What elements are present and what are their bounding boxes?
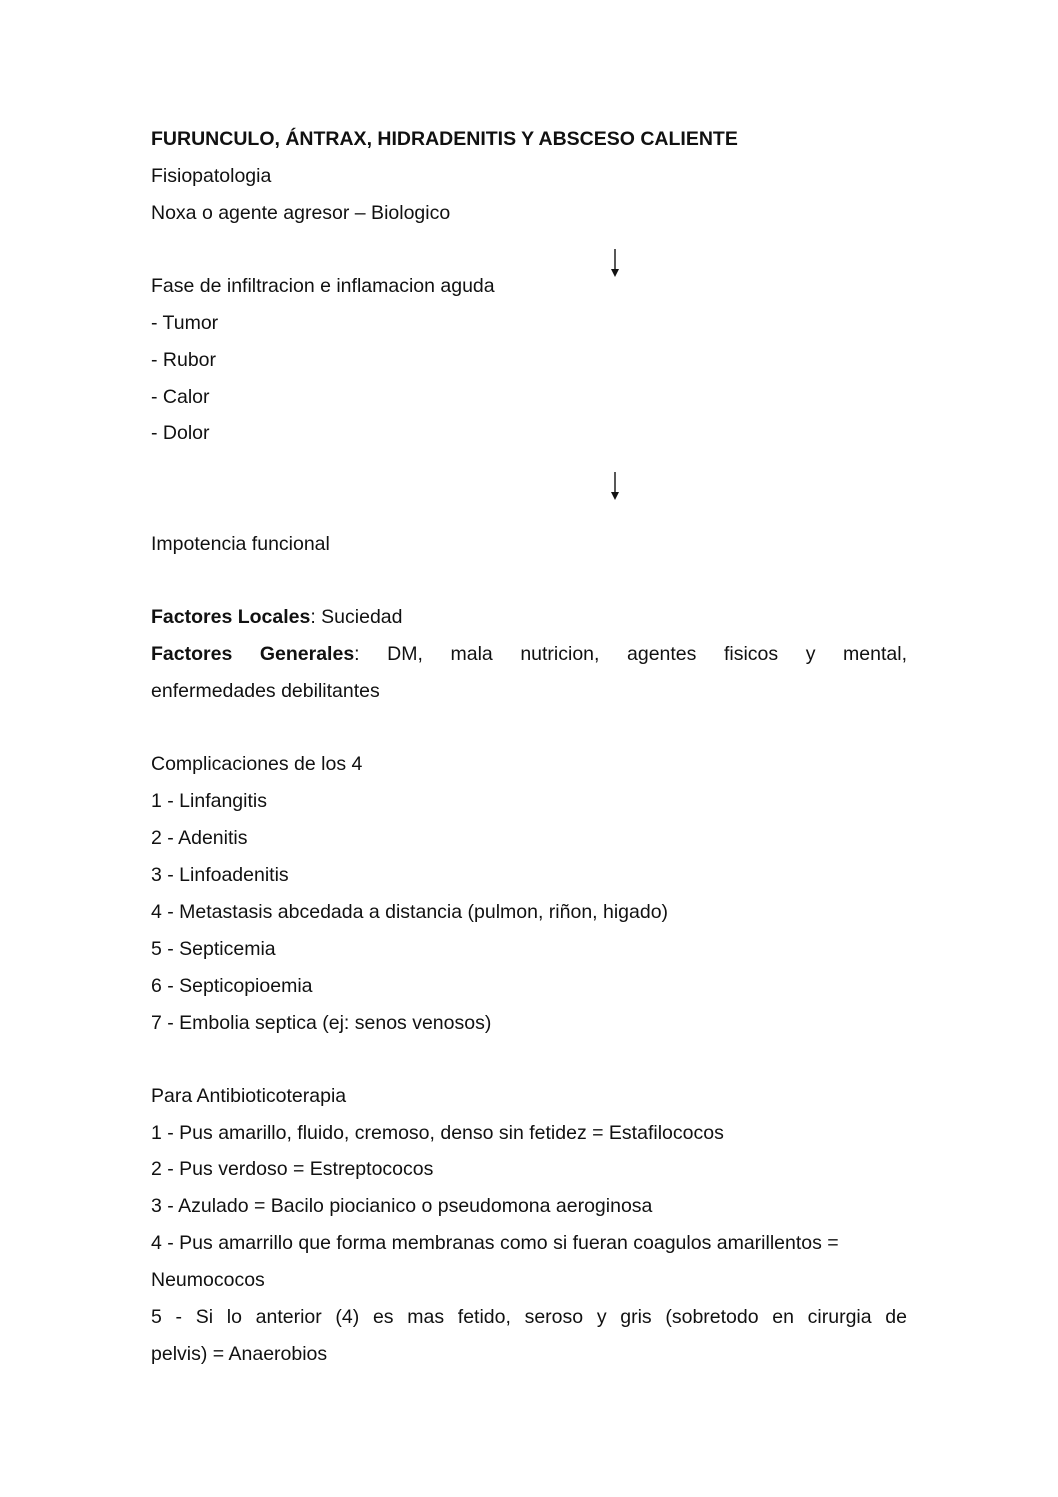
factores-locales-label: Factores Locales: [151, 606, 311, 628]
antibioticoterapia-heading: Para Antibioticoterapia: [151, 1085, 347, 1107]
antibioticoterapia-item: 4 - Pus amarrillo que forma membranas como si fueran coagulos amarillentos =: [151, 1232, 839, 1254]
antibioticoterapia-item-continuation: Neumococos: [151, 1269, 265, 1291]
antibioticoterapia-item: 3 - Azulado = Bacilo piocianico o pseudomona aeroginosa: [151, 1195, 653, 1217]
complicacion-item: 1 - Linfangitis: [151, 790, 267, 812]
signo-item: - Rubor: [151, 349, 217, 371]
complicaciones-heading: Complicaciones de los 4: [151, 753, 363, 775]
factores-generales-text: : DM, mala nutricion, agentes fisicos y mental,: [354, 643, 907, 665]
antibioticoterapia-item: 1 - Pus amarillo, fluido, cremoso, denso sin fetidez = Estafilococos: [151, 1122, 724, 1144]
antibioticoterapia-item: 5 - Si lo anterior (4) es mas fetido, seroso y gris (sobretodo en cirurgia de: [151, 1306, 907, 1328]
complicacion-item: 4 - Metastasis abcedada a distancia (pulmon, riñon, higado): [151, 901, 669, 923]
impotencia-text: Impotencia funcional: [151, 533, 330, 555]
complicacion-item: 5 - Septicemia: [151, 938, 276, 960]
down-arrow-icon: [608, 472, 622, 502]
factores-locales: [151, 605, 907, 629]
factores-locales-text: : Suciedad: [310, 606, 403, 628]
complicacion-item: 2 - Adenitis: [151, 827, 248, 849]
noxa-text: Noxa o agente agresor – Biologico: [151, 202, 451, 224]
antibioticoterapia-item-continuation: pelvis) = Anaerobios: [151, 1343, 328, 1365]
document-title: FURUNCULO, ÁNTRAX, HIDRADENITIS Y ABSCESO CALIENTE: [151, 128, 738, 150]
signo-item: - Calor: [151, 386, 210, 408]
antibioticoterapia-item: 2 - Pus verdoso = Estreptococos: [151, 1158, 434, 1180]
factores-generales-continuation: enfermedades debilitantes: [151, 680, 380, 702]
signo-item: - Dolor: [151, 422, 210, 444]
complicacion-item: 6 - Septicopioemia: [151, 975, 313, 997]
factores-generales-label: Factores Generales: [151, 643, 355, 665]
complicacion-item: 7 - Embolia septica (ej: senos venosos): [151, 1012, 492, 1034]
complicacion-item: 3 - Linfoadenitis: [151, 864, 289, 886]
fase-text: Fase de infiltracion e inflamacion aguda: [151, 275, 495, 297]
factores-generales: [151, 642, 907, 666]
fisiopatologia-heading: Fisiopatologia: [151, 165, 272, 187]
signo-item: - Tumor: [151, 312, 219, 334]
